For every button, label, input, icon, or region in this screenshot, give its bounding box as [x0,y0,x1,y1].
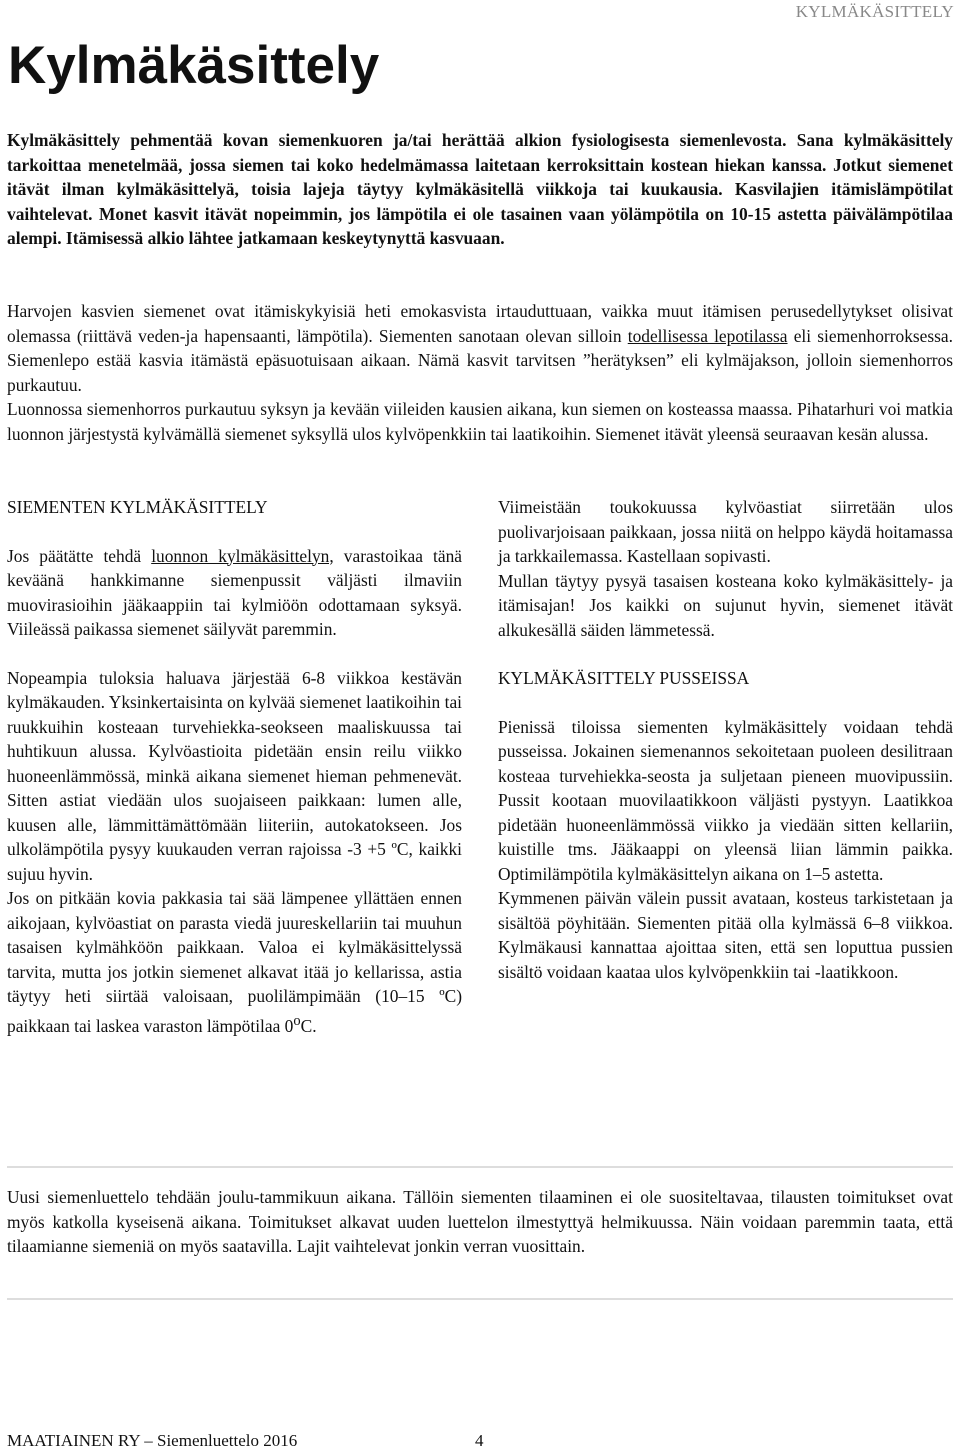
page-number: 4 [475,1431,484,1450]
body-paragraph: Luonnossa siemenhorros purkautuu syksyn ja kevään viileiden kausien aikana, kun siemen on kosteassa maassa. Pihatarhuri voi matkia luonnon järjestystä kylvämällä siemenet syksyllä ulos kylvöpenkkiin tai laatikoihin. Siemenet itävät yleensä seuraavan kesän alussa. [7,399,953,444]
notice-paragraph: Uusi siemenluettelo tehdään joulu-tammikuun aikana. Tällöin siementen tilaaminen ei ole suositeltavaa, tilausten toimitukset ovat myös katkolla kyseisenä aikana. Toimitukset alkavat uuden luettelon ilmestyttyä helmikuussa. Näin voidaan paremmin taata, että tilaamianne siemeniä on myös saatavilla. Lajit vaihtelevat jonkin verran vuosittain. [7,1187,953,1256]
body-text: eli siemenhorroksessa. Siemenlepo estää kasvia itämästä epäsuotuisaan aikaan. Nämä kasvit tarvitsen ”herätyksen” eli kylmäjakson, jolloin siemenhorros purkautuu. [7,325,953,395]
right-column [498,495,953,984]
body-text: varastoikaa tänä keväänä hankkimanne siemenpussit väljästi ilmaviin muovirasioihin jääkaappiin tai kylmiöön odottamaan syksyä. Viileässä paikassa siemenet säilyvät paremmin. [7,545,462,639]
column-paragraph: Pienissä tiloissa siementen kylmäkäsittely voidaan tehdä pusseissa. Jokainen siemenannos sekoitetaan puoleen desilitraan kosteaa turvehiekka-seosta ja suljetaan pieneen muovipussiin. Pussit kootaan muovilaatikkoon väljästi pystyyn. Laatikkoa pidetään huoneenlämmössä viikko ja viedään sitten kellariin, kuistille tms. Jääkaappi on yleensä liian lämmin paikka. Optimilämpötila kylmäkäsittelyn aikana on 1–5 astetta. [498,716,953,884]
column-paragraph: Nopeampia tuloksia haluava järjestää 6-8 viikkoa kestävän kylmäkauden. Yksinkertaisinta on kylvää siemenet laatikoihin tai ruukkuihin kosteaan turvehiekka-seokseen maaliskuussa tai huhtikuun alussa. Kylvöastioita pidetään ensin reilu viikko huoneenlämmössä, minkä aikana siemenet hieman pehmenevät. Sitten astiat viedään ulos suojaiseen paikkaan: lumen alle, kuusen alle, lämmittämättömään liiteriin, autokatokseen. Jos ulkolämpötila pysyy kuukauden verran rajoissa -3 +5 ºC, kaikki sujuu hyvin. [7,667,462,884]
intro-paragraph: Kylmäkäsittely pehmentää kovan siemenkuoren ja/tai herättää alkion fysiologisesta siemenlevosta. Sana kylmäkäsittely tarkoittaa menetelmää, jossa siemen tai koko hedelmämassa laitetaan kerroksittain kostean hiekan kanssa. Jotkut siemenet itävät ilman kylmäkäsittelyä, toisia lajeja täytyy kylmäkäsitellä viikkoja tai kuukausia. Kasvilajien itämislämpötilat vaihtelevat. Monet kasvit itävät nopeimmin, jos lämpötila ei ole tasainen vaan yölämpötila on 10-15 astetta päivälämpötilaa alempi. Itämisessä alkio lähtee jatkamaan keskeytynyttä kasvuaan. [7,130,953,248]
body-section [7,299,953,446]
column-paragraph: Kymmenen päivän välein pussit avataan, kosteus tarkistetaan ja sisältöä pöyhitään. Siementen pitää olla kylmässä 6–8 viikkoa. Kylmäkausi kannattaa ajoittaa siten, että sen loputtua pussien sisältö voidaan kaataa ulos kylvöpenkkiin tai -laatikkoon. [498,888,953,982]
divider [7,1298,953,1300]
left-column [7,495,462,1038]
running-head: KYLMÄKÄSITTELY [795,2,954,21]
degree-superscript: o [293,1012,301,1029]
body-text: Jos päätätte tehdä [7,545,152,566]
page-title: Kylmäkäsittely [8,36,380,95]
column-paragraph: Viimeistään toukokuussa kylvöastiat siirretään ulos puolivarjoisaan paikkaan, jossa niitä on helppo käydä hoitamassa ja tarkkailemassa. Kastellaan sopivasti. [498,497,953,566]
divider [7,1166,953,1168]
section-heading: KYLMÄKÄSITTELY PUSSEISSA [498,668,750,688]
section-heading: SIEMENTEN KYLMÄKÄSITTELY [7,497,268,517]
column-paragraph [7,544,462,642]
body-text: C. [300,1015,317,1036]
body-text: Harvojen kasvien siemenet ovat itämiskykyisiä heti emokasvista irtauduttuaan, vaikka muut itämisen perusedellytykset olisivat olemassa (riittävä veden-ja hapensaanti, lämpötila). Siementen sanotaan olevan silloin [7,301,953,346]
column-paragraph: Mullan täytyy pysyä tasaisen kosteana koko kylmäkäsittely- ja itämisajan! Jos kaikki on sujunut hyvin, siemenet itävät alkukesällä säiden lämmetessä. [498,570,953,640]
dormancy-link[interactable]: todellisessa lepotilassa [627,325,788,346]
footer-publisher: MAATIAINEN RY – Siemenluettelo 2016 [7,1431,298,1450]
body-text: Jos on pitkään kovia pakkasia tai sää lämpenee yllättäen ennen aikojaan, kylvöastiat on parasta viedä juureskellariin tai muuhun tasaisen kylmähköön paikkaan. Valoa ei kylmäkäsittelyssä tarvita, mutta jos jotkin siemenet alkavat itää jo kellarissa, astia täytyy heti siirtää valoisaan, puolilämpimään (10–15 ºC) paikkaan tai laskea varaston lämpötilaa 0 [7,888,462,1036]
natural-cold-treatment-link[interactable]: luonnon kylmäkäsittelyn, [151,545,334,566]
body-paragraph [7,299,953,397]
column-paragraph [7,886,462,1038]
